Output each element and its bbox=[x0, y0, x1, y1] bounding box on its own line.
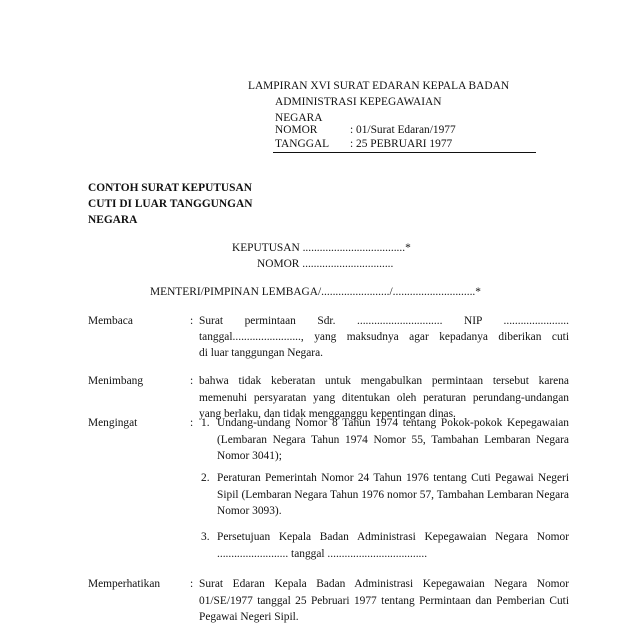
memperhatikan-text: Surat Edaran Kepala Badan Administrasi Kepegawaian Negara Nomor 01/SE/1977 tanggal 25 Pebruari 1977 tentang Permintaan dan Pemberian Cuti Pegawai Negeri Sipil. bbox=[199, 578, 569, 624]
mengingat-item-1-text: Undang-undang Nomor 8 Tahun 1974 tentang Pokok-pokok Kepegawaian (Lembaran Negara Tahun 1974 Nomor 55, Tambahan Lembaran Negara Nomor 3041); bbox=[217, 417, 569, 463]
menteri-line: MENTERI/PIMPINAN LEMBAGA/......................../.............................* bbox=[150, 286, 481, 298]
menimbang-text: bahwa tidak keberatan untuk mengabulkan permintaan tersebut karena memenuhi persyaratan yang ditentukan oleh peraturan perundang-undangan yang berlaku, dan tidak mengganggu kepentingan dinas. bbox=[199, 375, 569, 421]
keputusan-line: KEPUTUSAN ....................................* bbox=[232, 242, 411, 254]
membaca-line-3: di luar tanggungan Negara. bbox=[199, 347, 323, 359]
membaca-colon: : bbox=[190, 315, 194, 327]
header-nomor-label: NOMOR bbox=[275, 124, 318, 136]
mengingat-item-3-number: 3. bbox=[201, 531, 210, 543]
mengingat-item-2-number: 2. bbox=[201, 472, 210, 484]
keputusan-nomor-line: NOMOR ................................ bbox=[257, 258, 394, 270]
membaca-label: Membaca bbox=[88, 315, 133, 327]
mengingat-colon: : bbox=[190, 417, 194, 429]
memperhatikan-label: Memperhatikan bbox=[88, 578, 161, 590]
menimbang-label: Menimbang bbox=[88, 375, 144, 387]
header-nomor-value: : 01/Surat Edaran/1977 bbox=[350, 124, 456, 136]
title-line-2: CUTI DI LUAR TANGGUNGAN bbox=[88, 198, 253, 210]
mengingat-item-1-number: 1. bbox=[201, 417, 210, 429]
mengingat-label: Mengingat bbox=[88, 417, 138, 429]
header-underline bbox=[273, 152, 536, 153]
menimbang-colon: : bbox=[190, 375, 194, 387]
mengingat-item-2-text: Peraturan Pemerintah Nomor 24 Tahun 1976 tentang Cuti Pegawai Negeri Sipil (Lembaran Negara Tahun 1976 nomor 57, Tambahan Lembaran Negara Nomor 3093). bbox=[217, 472, 569, 518]
mengingat-item-3-text: Persetujuan Kepala Badan Administrasi Kepegawaian Negara Nomor ......................... tanggal ................................... bbox=[217, 531, 569, 560]
mengingat-item-3 bbox=[201, 529, 569, 562]
header-tanggal-value: : 25 PEBRUARI 1977 bbox=[350, 138, 453, 150]
header-tanggal-label: TANGGAL bbox=[275, 138, 330, 150]
membaca-line-2: tanggal........................, yang maksudnya agar kepadanya diberikan cuti bbox=[199, 331, 569, 343]
memperhatikan-colon: : bbox=[190, 578, 194, 590]
header-line-1: LAMPIRAN XVI SURAT EDARAN KEPALA BADAN bbox=[248, 80, 510, 92]
title-line-1: CONTOH SURAT KEPUTUSAN bbox=[88, 182, 252, 194]
title-line-3: NEGARA bbox=[88, 214, 138, 226]
membaca-line-1: Surat permintaan Sdr. .............................. NIP ....................... bbox=[199, 315, 569, 327]
header-line-3: NEGARA bbox=[275, 112, 323, 124]
header-line-2: ADMINISTRASI KEPEGAWAIAN bbox=[275, 96, 442, 108]
mengingat-item-1 bbox=[201, 415, 569, 465]
mengingat-item-2 bbox=[201, 470, 569, 520]
